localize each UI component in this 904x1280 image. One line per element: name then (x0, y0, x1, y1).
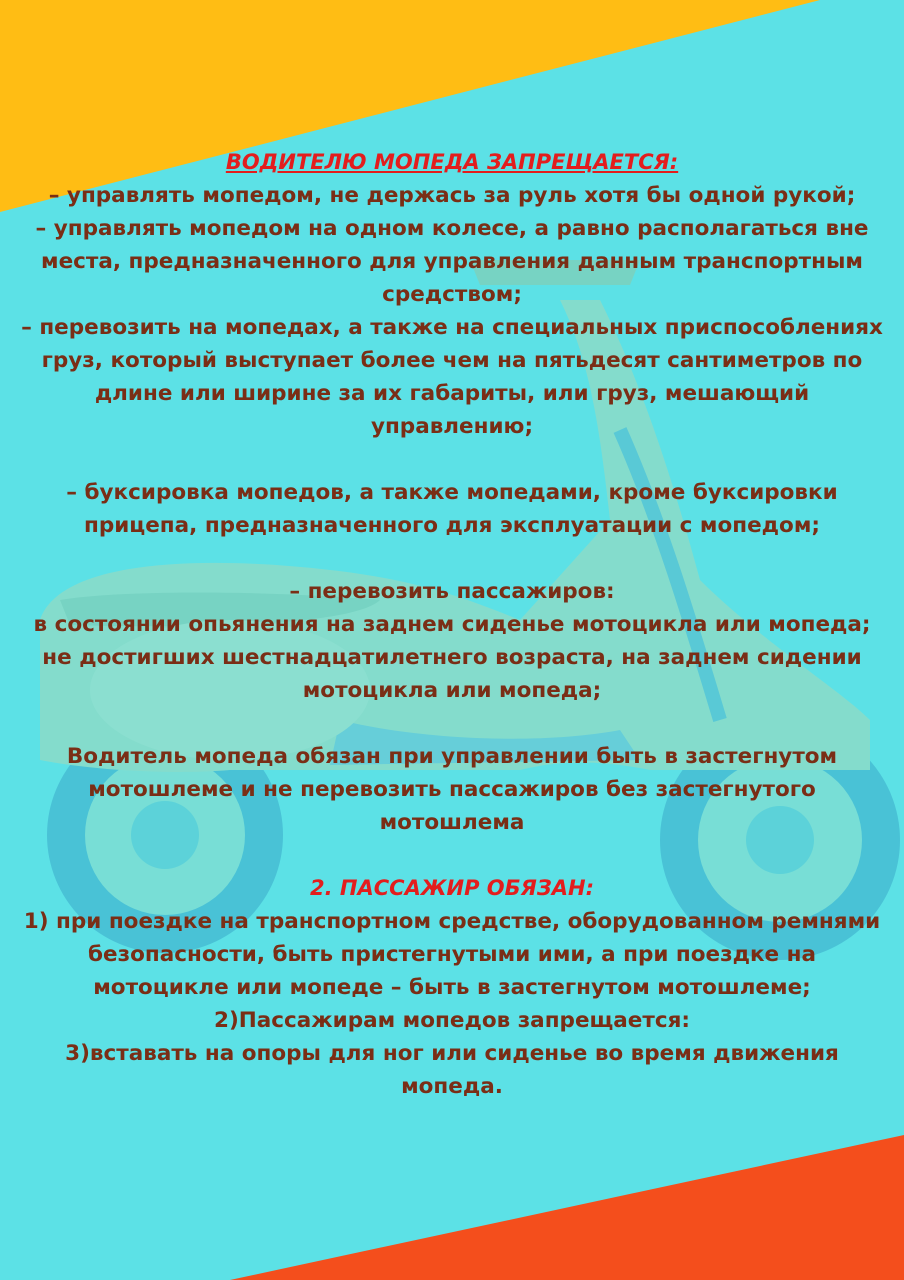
rule-passengers-title: – перевозить пассажиров: (289, 579, 615, 604)
passenger-rule-standing: 3)вставать на опоры для ног или сиденье во время движения мопеда. (65, 1041, 839, 1099)
heading-driver-prohibited: ВОДИТЕЛЮ МОПЕДА ЗАПРЕЩАЕТСЯ: (225, 150, 679, 174)
passenger-rule-seatbelt: 1) при поездке на транспортном средстве, оборудованном ремнями безопасности, быть пристегнутыми ими, а при поездке на мотоцикле или мопеде – быть в застегнутом мотошлеме; (23, 909, 881, 1000)
rule-towing: – буксировка мопедов, а также мопедами, кроме буксировки прицепа, предназначенного для эксплуатации с мопедом; (66, 480, 838, 538)
passenger-rule-prohibited: 2)Пассажирам мопедов запрещается: (213, 1008, 690, 1033)
heading-passenger-obliged: 2. ПАССАЖИР ОБЯЗАН: (310, 876, 594, 900)
rule-passengers-underage: не достигших шестнадцатилетнего возраста, на заднем сидении мотоцикла или мопеда; (42, 645, 862, 703)
rule-hands-on-handlebar: – управлять мопедом, не держась за руль хотя бы одной рукой; (48, 183, 856, 208)
rule-passengers-intoxicated: в состоянии опьянения на заднем сиденье мотоцикла или мопеда; (33, 612, 871, 637)
driver-duty-helmet: Водитель мопеда обязан при управлении быть в застегнутом мотошлеме и не перевозить пассажиров без застегнутого мотошлема (66, 744, 838, 835)
poster-text (20, 146, 884, 1103)
rule-one-wheel: – управлять мопедом на одном колесе, а равно располагаться вне места, предназначенного для управления данным транспортным средством; (35, 216, 869, 307)
rule-cargo: – перевозить на мопедах, а также на специальных приспособлениях груз, который выступает более чем на пятьдесят сантиметров по длине или ширине за их габариты, или груз, мешающий управлению; (21, 315, 883, 439)
